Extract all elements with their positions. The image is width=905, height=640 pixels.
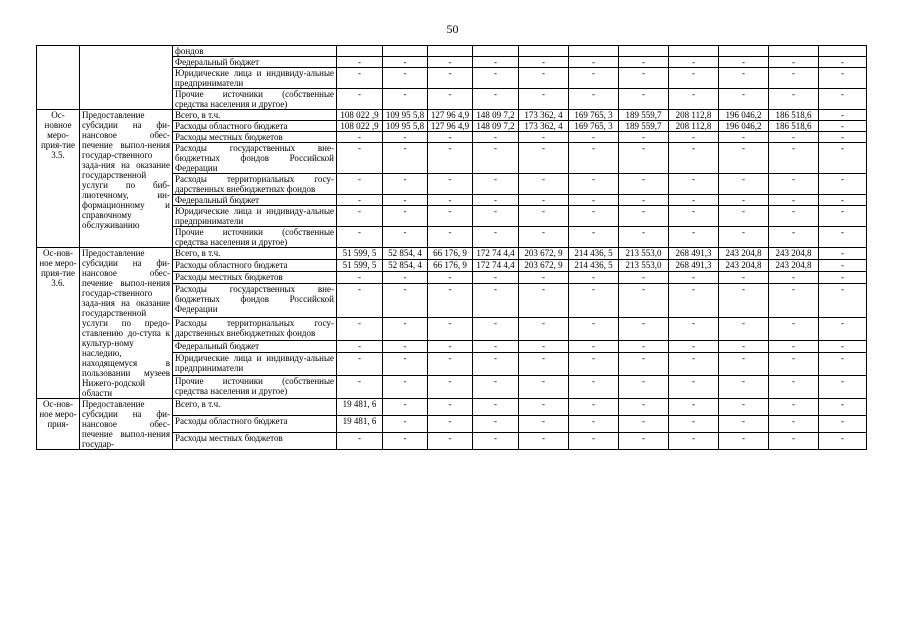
funding-source-cell: Юридические лица и индивиду-альные предприниматели — [173, 68, 337, 89]
value-cell: - — [473, 227, 519, 248]
value-cell: 189 559,7 — [619, 121, 669, 132]
value-cell: 196 046,2 — [719, 110, 769, 121]
value-cell: 243 204,8 — [769, 248, 819, 260]
value-cell: 173 362, 4 — [519, 110, 569, 121]
value-cell: - — [428, 416, 473, 433]
value-cell: - — [619, 174, 669, 195]
value-cell: - — [383, 272, 428, 284]
funding-source-cell: Расходы областного бюджета — [173, 416, 337, 433]
value-cell: - — [337, 375, 383, 398]
funding-source-cell: Расходы местных бюджетов — [173, 433, 337, 450]
value-cell: - — [473, 68, 519, 89]
value-cell: 109 95 5,8 — [383, 121, 428, 132]
funding-source-cell: Прочие источники (собственные средства населения и другое) — [173, 375, 337, 398]
value-cell: - — [428, 433, 473, 450]
value-cell: - — [769, 284, 819, 318]
value-cell — [669, 46, 719, 57]
value-cell: - — [769, 353, 819, 376]
value-cell: - — [473, 433, 519, 450]
value-cell: - — [383, 284, 428, 318]
value-cell: - — [619, 375, 669, 398]
value-cell: - — [669, 57, 719, 68]
value-cell: - — [519, 433, 569, 450]
value-cell: - — [819, 121, 867, 132]
funding-source-cell: Расходы местных бюджетов — [173, 132, 337, 143]
value-cell — [383, 46, 428, 57]
value-cell: - — [383, 174, 428, 195]
value-cell: 66 176, 9 — [428, 248, 473, 260]
value-cell: - — [473, 375, 519, 398]
value-cell: - — [719, 89, 769, 110]
value-cell: - — [619, 68, 669, 89]
value-cell: - — [428, 399, 473, 416]
value-cell: 186 518,6 — [769, 110, 819, 121]
value-cell: - — [473, 89, 519, 110]
value-cell: - — [473, 143, 519, 174]
table-row — [37, 248, 867, 260]
value-cell: - — [669, 375, 719, 398]
name-cell-empty — [80, 46, 173, 110]
value-cell: - — [819, 57, 867, 68]
value-cell: - — [819, 206, 867, 227]
value-cell: - — [619, 433, 669, 450]
value-cell: - — [769, 399, 819, 416]
value-cell: 213 553,0 — [619, 260, 669, 272]
value-cell: - — [819, 284, 867, 318]
value-cell: - — [428, 195, 473, 206]
funding-source-cell: Прочие источники (собственные средства населения и другое) — [173, 227, 337, 248]
funding-source-cell: Федеральный бюджет — [173, 57, 337, 68]
value-cell — [337, 46, 383, 57]
value-cell: 268 491,3 — [669, 248, 719, 260]
value-cell: - — [719, 132, 769, 143]
funding-source-cell: Расходы государственных вне-бюджетных фондов Российской Федерации — [173, 284, 337, 318]
value-cell: 208 112,8 — [669, 121, 719, 132]
value-cell: - — [669, 132, 719, 143]
activity-name-cell: Предоставление субсидии на фи-нансовое обес-печение выпол-нения государ- — [80, 399, 173, 450]
value-cell: - — [337, 195, 383, 206]
funding-source-cell: Федеральный бюджет — [173, 340, 337, 352]
value-cell: - — [569, 353, 619, 376]
value-cell: - — [719, 340, 769, 352]
value-cell: - — [519, 272, 569, 284]
value-cell: - — [769, 174, 819, 195]
value-cell: - — [337, 132, 383, 143]
value-cell: 173 362, 4 — [519, 121, 569, 132]
value-cell: - — [769, 195, 819, 206]
value-cell: - — [569, 416, 619, 433]
value-cell: - — [473, 416, 519, 433]
value-cell: - — [337, 318, 383, 341]
value-cell: - — [428, 284, 473, 318]
value-cell: 214 436, 5 — [569, 260, 619, 272]
value-cell: - — [819, 353, 867, 376]
value-cell: - — [519, 227, 569, 248]
value-cell: - — [337, 89, 383, 110]
value-cell: - — [769, 318, 819, 341]
value-cell: 243 204,8 — [719, 260, 769, 272]
value-cell: - — [819, 260, 867, 272]
value-cell — [619, 46, 669, 57]
value-cell: - — [428, 206, 473, 227]
value-cell: - — [619, 399, 669, 416]
value-cell: - — [619, 57, 669, 68]
value-cell: - — [428, 68, 473, 89]
value-cell: 189 559,7 — [619, 110, 669, 121]
funding-source-cell: Расходы областного бюджета — [173, 260, 337, 272]
value-cell: - — [819, 68, 867, 89]
page-number: 50 — [446, 22, 459, 36]
value-cell: - — [473, 353, 519, 376]
value-cell: - — [569, 375, 619, 398]
value-cell: 203 672, 9 — [519, 248, 569, 260]
value-cell: - — [383, 68, 428, 89]
value-cell: - — [473, 195, 519, 206]
value-cell: - — [569, 272, 619, 284]
funding-source-cell: Расходы местных бюджетов — [173, 272, 337, 284]
table-row — [37, 110, 867, 121]
funding-source-cell: Расходы территориальных госу-дарственных внебюджетных фондов — [173, 174, 337, 195]
value-cell: - — [619, 318, 669, 341]
value-cell: - — [383, 416, 428, 433]
value-cell: - — [769, 132, 819, 143]
value-cell: - — [669, 416, 719, 433]
value-cell: - — [769, 416, 819, 433]
value-cell: - — [719, 416, 769, 433]
table-row — [37, 46, 867, 57]
value-cell — [473, 46, 519, 57]
value-cell: - — [669, 195, 719, 206]
value-cell: - — [669, 227, 719, 248]
value-cell: - — [769, 68, 819, 89]
value-cell: - — [383, 57, 428, 68]
value-cell: - — [569, 143, 619, 174]
activity-code-cell: Ос-новное меро-прия-тие 3.5. — [37, 110, 80, 248]
value-cell: - — [473, 399, 519, 416]
code-cell-empty — [37, 46, 80, 110]
value-cell: - — [337, 227, 383, 248]
value-cell: 186 518,6 — [769, 121, 819, 132]
value-cell — [569, 46, 619, 57]
value-cell: - — [428, 174, 473, 195]
value-cell: - — [428, 89, 473, 110]
value-cell: 127 96 4,9 — [428, 110, 473, 121]
value-cell: - — [719, 206, 769, 227]
value-cell: - — [669, 318, 719, 341]
value-cell: - — [337, 206, 383, 227]
value-cell: - — [519, 284, 569, 318]
value-cell: - — [473, 340, 519, 352]
value-cell: - — [383, 89, 428, 110]
value-cell: 51 599, 5 — [337, 260, 383, 272]
value-cell: - — [473, 174, 519, 195]
value-cell: - — [719, 174, 769, 195]
funding-source-cell: Всего, в т.ч. — [173, 399, 337, 416]
value-cell: - — [769, 227, 819, 248]
value-cell: - — [569, 433, 619, 450]
value-cell: - — [383, 433, 428, 450]
value-cell: 169 765, 3 — [569, 121, 619, 132]
value-cell: - — [719, 375, 769, 398]
value-cell: - — [473, 132, 519, 143]
value-cell: - — [769, 206, 819, 227]
funding-source-cell: Всего, в т.ч. — [173, 110, 337, 121]
activity-code-cell: Ос-нов-ное меро-прия- — [37, 399, 80, 450]
value-cell: 172 74 4,4 — [473, 260, 519, 272]
value-cell: - — [428, 353, 473, 376]
value-cell: - — [669, 433, 719, 450]
value-cell: - — [619, 340, 669, 352]
value-cell: - — [769, 375, 819, 398]
value-cell: - — [619, 353, 669, 376]
funding-source-cell: Федеральный бюджет — [173, 195, 337, 206]
value-cell: 214 436, 5 — [569, 248, 619, 260]
value-cell: - — [519, 375, 569, 398]
value-cell: - — [337, 174, 383, 195]
activity-code-cell: Ос-нов-ное меро-прия-тие 3.6. — [37, 248, 80, 399]
value-cell: 172 74 4,4 — [473, 248, 519, 260]
value-cell: - — [819, 143, 867, 174]
value-cell: - — [569, 89, 619, 110]
value-cell: - — [819, 399, 867, 416]
value-cell: - — [428, 57, 473, 68]
value-cell: - — [428, 132, 473, 143]
value-cell: 208 112,8 — [669, 110, 719, 121]
funding-source-cell: Юридические лица и индивиду-альные предприниматели — [173, 353, 337, 376]
value-cell: 109 95 5,8 — [383, 110, 428, 121]
value-cell: - — [519, 416, 569, 433]
value-cell: - — [619, 132, 669, 143]
value-cell: - — [569, 57, 619, 68]
value-cell: - — [769, 340, 819, 352]
value-cell: 169 765, 3 — [569, 110, 619, 121]
value-cell: - — [383, 318, 428, 341]
value-cell: - — [819, 340, 867, 352]
value-cell — [819, 46, 867, 57]
value-cell: - — [669, 174, 719, 195]
value-cell: - — [569, 174, 619, 195]
value-cell: - — [383, 340, 428, 352]
value-cell: - — [519, 174, 569, 195]
value-cell: - — [473, 318, 519, 341]
value-cell: - — [719, 433, 769, 450]
value-cell: - — [519, 89, 569, 110]
value-cell: - — [473, 284, 519, 318]
value-cell: - — [819, 248, 867, 260]
value-cell: 19 481, 6 — [337, 416, 383, 433]
value-cell: - — [619, 89, 669, 110]
value-cell: - — [519, 57, 569, 68]
funding-source-cell: Всего, в т.ч. — [173, 248, 337, 260]
funding-source-cell: Прочие источники (собственные средства населения и другое) — [173, 89, 337, 110]
value-cell: - — [519, 206, 569, 227]
value-cell: - — [337, 353, 383, 376]
value-cell: 243 204,8 — [769, 260, 819, 272]
value-cell: - — [519, 340, 569, 352]
value-cell: - — [619, 284, 669, 318]
value-cell: - — [337, 272, 383, 284]
value-cell: - — [383, 143, 428, 174]
value-cell: 66 176, 9 — [428, 260, 473, 272]
value-cell: - — [569, 318, 619, 341]
value-cell: - — [719, 57, 769, 68]
value-cell: - — [719, 284, 769, 318]
value-cell: - — [569, 399, 619, 416]
value-cell: - — [428, 272, 473, 284]
value-cell: 203 672, 9 — [519, 260, 569, 272]
value-cell: - — [819, 174, 867, 195]
value-cell: - — [519, 318, 569, 341]
value-cell: 213 553,0 — [619, 248, 669, 260]
value-cell: - — [383, 399, 428, 416]
value-cell: - — [819, 272, 867, 284]
value-cell: - — [669, 272, 719, 284]
value-cell: - — [819, 227, 867, 248]
value-cell: - — [569, 284, 619, 318]
value-cell: - — [619, 227, 669, 248]
value-cell: - — [769, 433, 819, 450]
value-cell — [719, 46, 769, 57]
value-cell: 148 09 7,2 — [473, 110, 519, 121]
value-cell: - — [337, 433, 383, 450]
value-cell: - — [719, 318, 769, 341]
value-cell: 148 09 7,2 — [473, 121, 519, 132]
value-cell: - — [669, 206, 719, 227]
value-cell — [519, 46, 569, 57]
value-cell: 19 481, 6 — [337, 399, 383, 416]
value-cell: - — [519, 195, 569, 206]
value-cell: - — [669, 340, 719, 352]
value-cell: 127 96 4,9 — [428, 121, 473, 132]
value-cell: - — [669, 68, 719, 89]
value-cell: - — [337, 340, 383, 352]
value-cell: - — [669, 89, 719, 110]
value-cell: - — [428, 375, 473, 398]
budget-table — [36, 45, 867, 450]
value-cell: - — [819, 433, 867, 450]
value-cell: - — [337, 57, 383, 68]
value-cell: - — [569, 132, 619, 143]
value-cell: 108 022 ,9 — [337, 110, 383, 121]
value-cell: - — [383, 353, 428, 376]
value-cell: - — [719, 195, 769, 206]
value-cell: - — [769, 57, 819, 68]
value-cell: 108 022 ,9 — [337, 121, 383, 132]
value-cell: - — [383, 206, 428, 227]
value-cell: - — [719, 272, 769, 284]
value-cell: - — [383, 375, 428, 398]
value-cell: - — [428, 318, 473, 341]
funding-source-cell: фондов — [173, 46, 337, 57]
value-cell: - — [619, 416, 669, 433]
value-cell: - — [519, 353, 569, 376]
value-cell: - — [337, 68, 383, 89]
value-cell: - — [669, 284, 719, 318]
value-cell: - — [473, 57, 519, 68]
value-cell — [428, 46, 473, 57]
value-cell: - — [619, 272, 669, 284]
value-cell: - — [719, 227, 769, 248]
value-cell: - — [619, 143, 669, 174]
value-cell: - — [619, 206, 669, 227]
value-cell: 268 491,3 — [669, 260, 719, 272]
value-cell: - — [819, 132, 867, 143]
value-cell: - — [569, 227, 619, 248]
value-cell: - — [383, 195, 428, 206]
value-cell — [769, 46, 819, 57]
value-cell: - — [473, 206, 519, 227]
value-cell: - — [819, 110, 867, 121]
value-cell: - — [669, 353, 719, 376]
funding-source-cell: Расходы областного бюджета — [173, 121, 337, 132]
value-cell: - — [719, 143, 769, 174]
value-cell: - — [769, 272, 819, 284]
value-cell: - — [819, 89, 867, 110]
value-cell: - — [383, 227, 428, 248]
value-cell: - — [769, 89, 819, 110]
value-cell: - — [669, 143, 719, 174]
value-cell: - — [819, 195, 867, 206]
value-cell: - — [519, 68, 569, 89]
activity-name-cell: Предоставление субсидии на фи-нансовое обес-печение выпол-нения государ-ственного зада-ния на оказание государственной услуги по предо-ставлению до-ступа к культур-ному наследию, находящемуся в пользовании музеев Нижего-родской области — [80, 248, 173, 399]
value-cell: - — [337, 284, 383, 318]
value-cell: - — [669, 399, 719, 416]
funding-source-cell: Юридические лица и индивиду-альные предприниматели — [173, 206, 337, 227]
value-cell: - — [719, 68, 769, 89]
table-row — [37, 399, 867, 416]
value-cell: - — [383, 132, 428, 143]
value-cell: - — [819, 375, 867, 398]
value-cell: - — [569, 195, 619, 206]
value-cell: - — [569, 68, 619, 89]
value-cell: - — [569, 206, 619, 227]
value-cell: - — [719, 353, 769, 376]
value-cell: - — [819, 416, 867, 433]
value-cell: - — [428, 340, 473, 352]
funding-source-cell: Расходы государственных вне-бюджетных фондов Российской Федерации — [173, 143, 337, 174]
activity-name-cell: Предоставление субсидии на фи-нансовое обес-печение выпол-нения государ-ственного зада-ния на оказание государственной услуги по биб-лиотечному, ин-формационному и справочному обслуживанию — [80, 110, 173, 248]
value-cell: - — [519, 132, 569, 143]
value-cell: - — [473, 272, 519, 284]
value-cell: - — [428, 143, 473, 174]
value-cell: - — [619, 195, 669, 206]
funding-source-cell: Расходы территориальных госу-дарственных внебюджетных фондов — [173, 318, 337, 341]
value-cell: - — [428, 227, 473, 248]
value-cell: 52 854, 4 — [383, 260, 428, 272]
value-cell: - — [769, 143, 819, 174]
value-cell: 52 854, 4 — [383, 248, 428, 260]
value-cell: - — [719, 399, 769, 416]
value-cell: 51 599, 5 — [337, 248, 383, 260]
value-cell: 243 204,8 — [719, 248, 769, 260]
value-cell: - — [569, 340, 619, 352]
value-cell: 196 046,2 — [719, 121, 769, 132]
value-cell: - — [337, 143, 383, 174]
value-cell: - — [519, 399, 569, 416]
value-cell: - — [519, 143, 569, 174]
value-cell: - — [819, 318, 867, 341]
